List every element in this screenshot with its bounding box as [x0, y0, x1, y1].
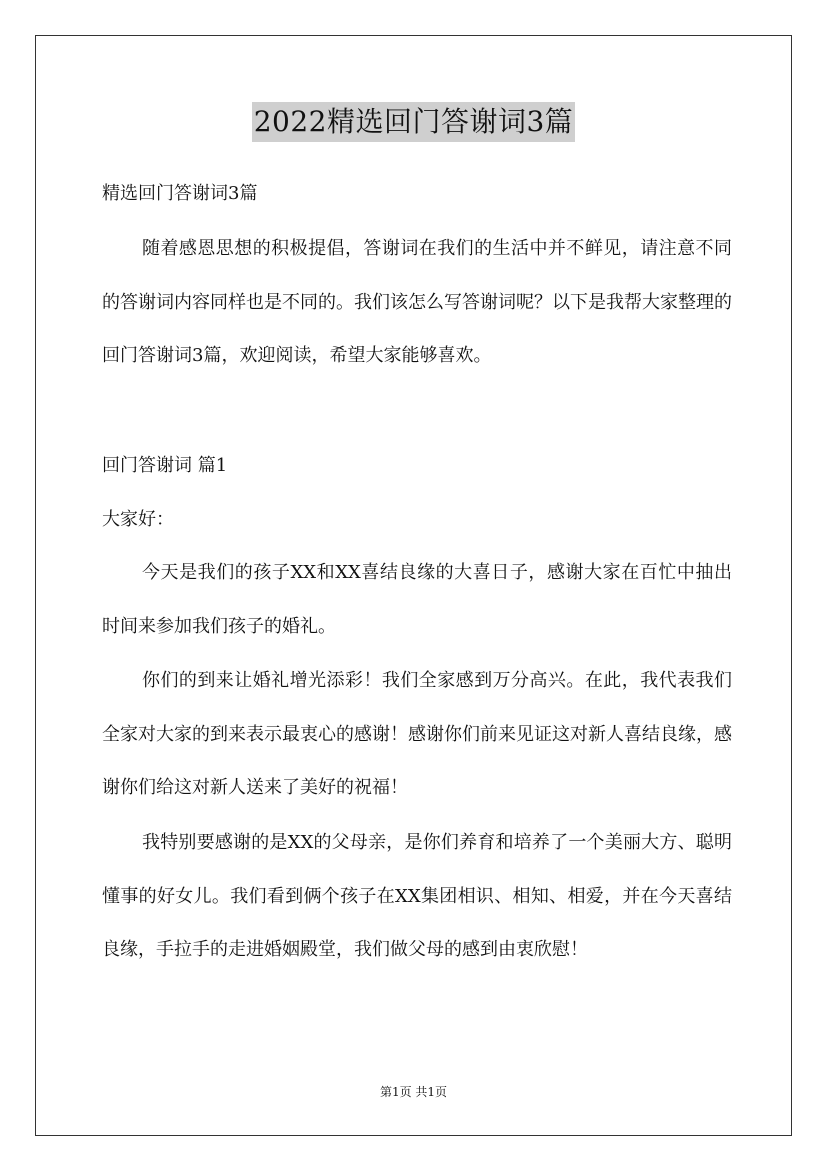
document-title: 2022精选回门答谢词3篇: [252, 102, 576, 142]
page-footer: [0, 1084, 827, 1100]
page-number-label: 第1页 共1页: [379, 1085, 448, 1099]
body-paragraph-3: 我特别要感谢的是XX的父母亲，是你们养育和培养了一个美丽大方、聪明懂事的好女儿。我们看到俩个孩子在XX集团相识、相知、相爱，并在今天喜结良缘，手拉手的走进婚姻殿堂，我们做父母的感到由衷欣慰！: [102, 832, 732, 960]
greeting: 大家好：: [102, 509, 174, 530]
body-paragraph-1: 今天是我们的孩子XX和XX喜结良缘的大喜日子，感谢大家在百忙中抽出时间来参加我们孩子的婚礼。: [102, 562, 732, 637]
body-paragraph-2: 你们的到来让婚礼增光添彩！我们全家感到万分高兴。在此，我代表我们全家对大家的到来表示最衷心的感谢！感谢你们前来见证这对新人喜结良缘，感谢你们给这对新人送来了美好的祝福！: [102, 670, 732, 798]
document-subtitle: 精选回门答谢词3篇: [102, 183, 258, 204]
title-container: [0, 102, 827, 142]
intro-paragraph: 随着感恩思想的积极提倡，答谢词在我们的生活中并不鲜见，请注意不同的答谢词内容同样也是不同的。我们该怎么写答谢词呢？以下是我帮大家整理的回门答谢词3篇，欢迎阅读，希望大家能够喜欢。: [102, 238, 732, 366]
section-heading: 回门答谢词 篇1: [102, 455, 228, 476]
